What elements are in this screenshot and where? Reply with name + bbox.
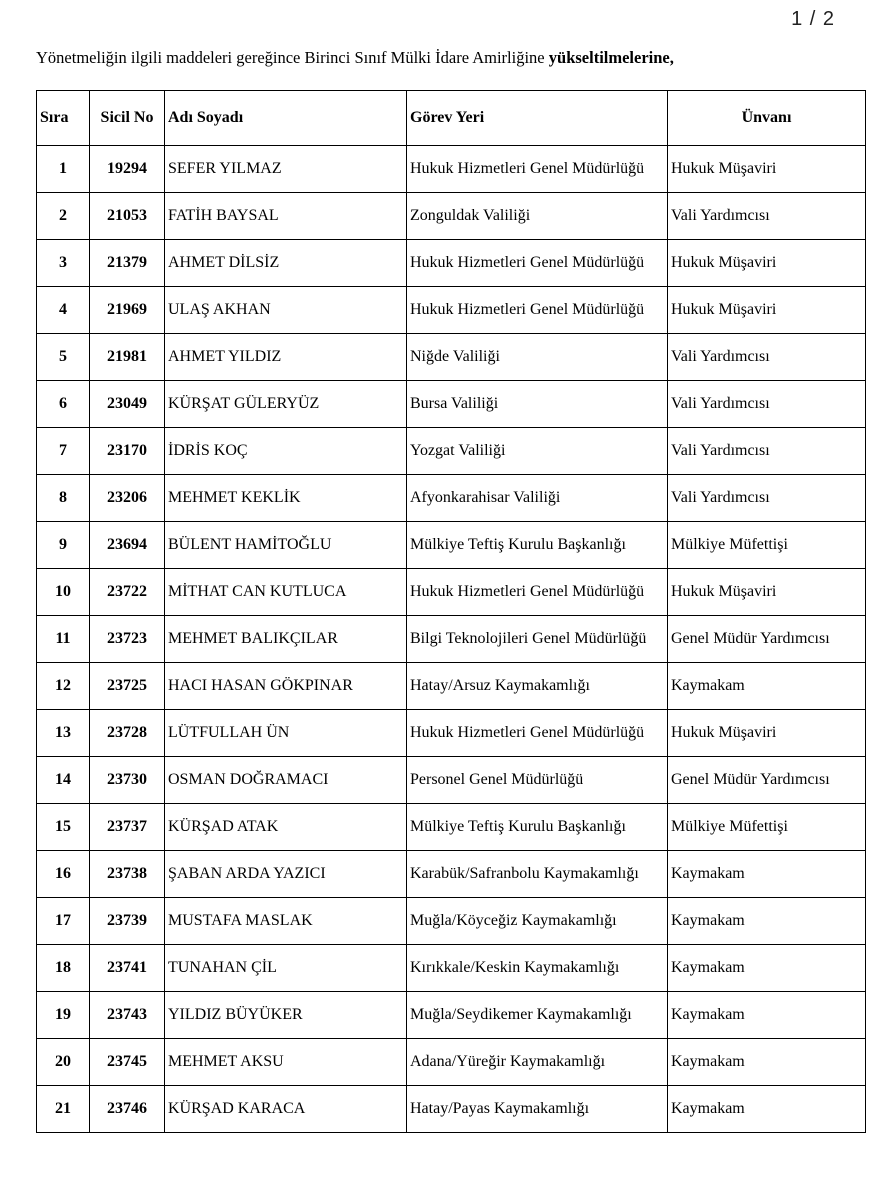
cell-unvani: Kaymakam <box>668 851 866 898</box>
cell-gorev-yeri: Muğla/Köyceğiz Kaymakamlığı <box>407 898 668 945</box>
cell-sicil-no: 21379 <box>90 240 165 287</box>
cell-sicil-no: 23725 <box>90 663 165 710</box>
cell-adi-soyadi: KÜRŞAT GÜLERYÜZ <box>165 381 407 428</box>
cell-gorev-yeri: Mülkiye Teftiş Kurulu Başkanlığı <box>407 522 668 569</box>
table-row <box>37 945 866 992</box>
table-row <box>37 851 866 898</box>
cell-sicil-no: 21053 <box>90 193 165 240</box>
cell-sicil-no: 23739 <box>90 898 165 945</box>
cell-sicil-no: 23170 <box>90 428 165 475</box>
cell-adi-soyadi: MEHMET AKSU <box>165 1039 407 1086</box>
cell-gorev-yeri: Yozgat Valiliği <box>407 428 668 475</box>
cell-sira: 19 <box>37 992 90 1039</box>
cell-sira: 7 <box>37 428 90 475</box>
cell-sira: 5 <box>37 334 90 381</box>
cell-sicil-no: 23743 <box>90 992 165 1039</box>
intro-paragraph <box>36 48 876 68</box>
cell-unvani: Mülkiye Müfettişi <box>668 804 866 851</box>
cell-gorev-yeri: Personel Genel Müdürlüğü <box>407 757 668 804</box>
cell-sicil-no: 23722 <box>90 569 165 616</box>
cell-gorev-yeri: Hukuk Hizmetleri Genel Müdürlüğü <box>407 287 668 334</box>
table-row <box>37 569 866 616</box>
cell-unvani: Genel Müdür Yardımcısı <box>668 616 866 663</box>
cell-unvani: Kaymakam <box>668 898 866 945</box>
cell-sicil-no: 23723 <box>90 616 165 663</box>
cell-adi-soyadi: OSMAN DOĞRAMACI <box>165 757 407 804</box>
cell-gorev-yeri: Hukuk Hizmetleri Genel Müdürlüğü <box>407 240 668 287</box>
table-row <box>37 287 866 334</box>
cell-sira: 1 <box>37 146 90 193</box>
cell-gorev-yeri: Hatay/Payas Kaymakamlığı <box>407 1086 668 1133</box>
cell-sira: 17 <box>37 898 90 945</box>
cell-sira: 14 <box>37 757 90 804</box>
cell-unvani: Mülkiye Müfettişi <box>668 522 866 569</box>
cell-adi-soyadi: SEFER YILMAZ <box>165 146 407 193</box>
cell-adi-soyadi: KÜRŞAD KARACA <box>165 1086 407 1133</box>
page-indicator: 1 / 2 <box>791 8 835 30</box>
cell-adi-soyadi: MUSTAFA MASLAK <box>165 898 407 945</box>
cell-gorev-yeri: Zonguldak Valiliği <box>407 193 668 240</box>
cell-sira: 11 <box>37 616 90 663</box>
table-header-row <box>37 91 866 146</box>
cell-gorev-yeri: Niğde Valiliği <box>407 334 668 381</box>
cell-adi-soyadi: TUNAHAN ÇİL <box>165 945 407 992</box>
cell-sira: 12 <box>37 663 90 710</box>
cell-gorev-yeri: Mülkiye Teftiş Kurulu Başkanlığı <box>407 804 668 851</box>
table-row <box>37 428 866 475</box>
cell-gorev-yeri: Muğla/Seydikemer Kaymakamlığı <box>407 992 668 1039</box>
cell-sicil-no: 23730 <box>90 757 165 804</box>
table-row <box>37 1086 866 1133</box>
cell-sira: 4 <box>37 287 90 334</box>
cell-sicil-no: 23049 <box>90 381 165 428</box>
cell-sira: 9 <box>37 522 90 569</box>
cell-adi-soyadi: ULAŞ AKHAN <box>165 287 407 334</box>
header-sira: Sıra <box>37 91 90 146</box>
cell-sira: 6 <box>37 381 90 428</box>
cell-sira: 16 <box>37 851 90 898</box>
cell-sicil-no: 23737 <box>90 804 165 851</box>
table-row <box>37 757 866 804</box>
table-row <box>37 381 866 428</box>
cell-adi-soyadi: HACI HASAN GÖKPINAR <box>165 663 407 710</box>
cell-sicil-no: 19294 <box>90 146 165 193</box>
cell-sicil-no: 21981 <box>90 334 165 381</box>
cell-sira: 20 <box>37 1039 90 1086</box>
cell-unvani: Hukuk Müşaviri <box>668 287 866 334</box>
cell-gorev-yeri: Karabük/Safranbolu Kaymakamlığı <box>407 851 668 898</box>
cell-adi-soyadi: YILDIZ BÜYÜKER <box>165 992 407 1039</box>
cell-adi-soyadi: MEHMET BALIKÇILAR <box>165 616 407 663</box>
cell-gorev-yeri: Hatay/Arsuz Kaymakamlığı <box>407 663 668 710</box>
header-gorev-yeri: Görev Yeri <box>407 91 668 146</box>
cell-sicil-no: 23741 <box>90 945 165 992</box>
cell-unvani: Hukuk Müşaviri <box>668 710 866 757</box>
cell-adi-soyadi: BÜLENT HAMİTOĞLU <box>165 522 407 569</box>
cell-sira: 8 <box>37 475 90 522</box>
table-row <box>37 804 866 851</box>
table-row <box>37 240 866 287</box>
cell-sicil-no: 23746 <box>90 1086 165 1133</box>
cell-adi-soyadi: LÜTFULLAH ÜN <box>165 710 407 757</box>
cell-adi-soyadi: AHMET YILDIZ <box>165 334 407 381</box>
cell-adi-soyadi: KÜRŞAD ATAK <box>165 804 407 851</box>
cell-gorev-yeri: Bursa Valiliği <box>407 381 668 428</box>
cell-unvani: Vali Yardımcısı <box>668 475 866 522</box>
cell-gorev-yeri: Kırıkkale/Keskin Kaymakamlığı <box>407 945 668 992</box>
cell-unvani: Genel Müdür Yardımcısı <box>668 757 866 804</box>
cell-sicil-no: 23206 <box>90 475 165 522</box>
cell-sira: 21 <box>37 1086 90 1133</box>
cell-adi-soyadi: FATİH BAYSAL <box>165 193 407 240</box>
cell-sicil-no: 23694 <box>90 522 165 569</box>
table-row <box>37 522 866 569</box>
intro-bold-text: yükseltilmelerine, <box>548 48 674 67</box>
cell-unvani: Kaymakam <box>668 663 866 710</box>
cell-unvani: Hukuk Müşaviri <box>668 569 866 616</box>
cell-adi-soyadi: AHMET DİLSİZ <box>165 240 407 287</box>
table-row <box>37 193 866 240</box>
table-row <box>37 475 866 522</box>
cell-gorev-yeri: Hukuk Hizmetleri Genel Müdürlüğü <box>407 146 668 193</box>
cell-adi-soyadi: İDRİS KOÇ <box>165 428 407 475</box>
cell-adi-soyadi: MİTHAT CAN KUTLUCA <box>165 569 407 616</box>
cell-unvani: Kaymakam <box>668 992 866 1039</box>
cell-gorev-yeri: Adana/Yüreğir Kaymakamlığı <box>407 1039 668 1086</box>
cell-sira: 15 <box>37 804 90 851</box>
cell-gorev-yeri: Hukuk Hizmetleri Genel Müdürlüğü <box>407 569 668 616</box>
cell-gorev-yeri: Afyonkarahisar Valiliği <box>407 475 668 522</box>
cell-unvani: Kaymakam <box>668 945 866 992</box>
table-row <box>37 1039 866 1086</box>
cell-sicil-no: 23728 <box>90 710 165 757</box>
table-row <box>37 710 866 757</box>
cell-sira: 10 <box>37 569 90 616</box>
cell-sira: 13 <box>37 710 90 757</box>
cell-sira: 3 <box>37 240 90 287</box>
cell-sira: 2 <box>37 193 90 240</box>
intro-text: Yönetmeliğin ilgili maddeleri gereğince Birinci Sınıf Mülki İdare Amirliğine <box>36 48 549 67</box>
cell-sicil-no: 23738 <box>90 851 165 898</box>
cell-gorev-yeri: Hukuk Hizmetleri Genel Müdürlüğü <box>407 710 668 757</box>
cell-unvani: Vali Yardımcısı <box>668 428 866 475</box>
cell-adi-soyadi: ŞABAN ARDA YAZICI <box>165 851 407 898</box>
cell-sira: 18 <box>37 945 90 992</box>
header-unvani: Ünvanı <box>668 91 866 146</box>
promotion-table <box>36 90 866 1133</box>
cell-sicil-no: 23745 <box>90 1039 165 1086</box>
cell-sicil-no: 21969 <box>90 287 165 334</box>
table-row <box>37 663 866 710</box>
cell-adi-soyadi: MEHMET KEKLİK <box>165 475 407 522</box>
cell-unvani: Kaymakam <box>668 1039 866 1086</box>
cell-gorev-yeri: Bilgi Teknolojileri Genel Müdürlüğü <box>407 616 668 663</box>
table-row <box>37 334 866 381</box>
table-row <box>37 146 866 193</box>
cell-unvani: Vali Yardımcısı <box>668 193 866 240</box>
header-sicil-no: Sicil No <box>90 91 165 146</box>
cell-unvani: Vali Yardımcısı <box>668 334 866 381</box>
cell-unvani: Kaymakam <box>668 1086 866 1133</box>
header-adi-soyadi: Adı Soyadı <box>165 91 407 146</box>
cell-unvani: Hukuk Müşaviri <box>668 146 866 193</box>
table-row <box>37 898 866 945</box>
cell-unvani: Vali Yardımcısı <box>668 381 866 428</box>
table-row <box>37 616 866 663</box>
cell-unvani: Hukuk Müşaviri <box>668 240 866 287</box>
table-row <box>37 992 866 1039</box>
